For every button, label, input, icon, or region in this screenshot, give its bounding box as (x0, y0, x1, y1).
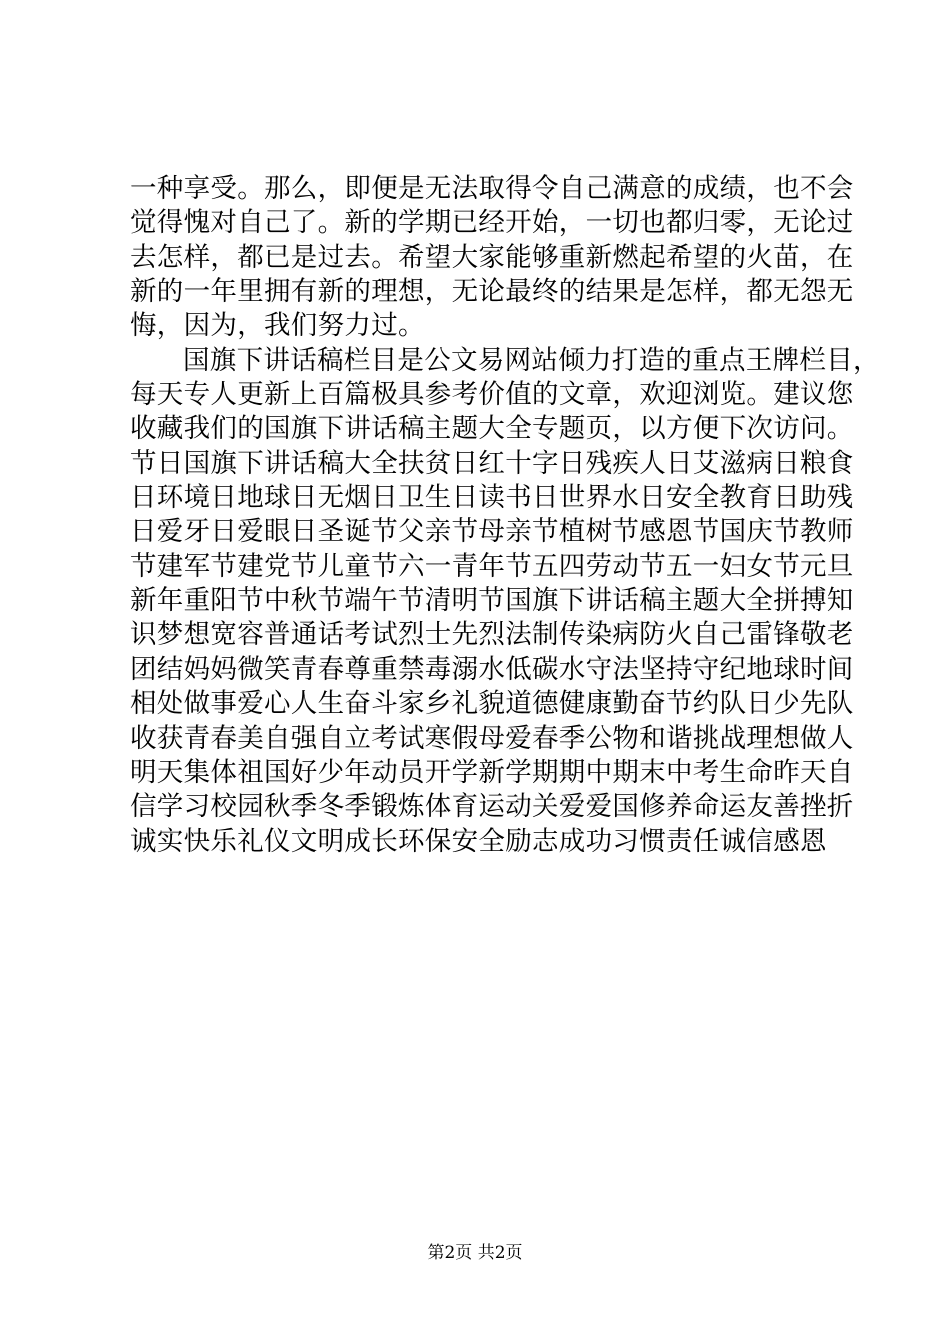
text-line: 识梦想宽容普通话考试烈士先烈法制传染病防火自己雷锋敬老 (130, 619, 854, 651)
text-line: 日爱牙日爱眼日圣诞节父亲节母亲节植树节感恩节国庆节教师 (130, 516, 854, 548)
text-line: 每天专人更新上百篇极具参考价值的文章，欢迎浏览。建议您 (130, 379, 854, 411)
text-line: 相处做事爱心人生奋斗家乡礼貌道德健康勤奋节约队日少先队 (130, 688, 854, 720)
text-line: 一种享受。那么，即便是无法取得令自己满意的成绩，也不会 (130, 173, 854, 204)
page-number-footer: 第2页 共2页 (427, 1243, 523, 1263)
text-line: 日环境日地球日无烟日卫生日读书日世界水日安全教育日助残 (130, 482, 854, 514)
text-line: 收藏我们的国旗下讲话稿主题大全专题页，以方便下次访问。 (130, 413, 854, 445)
text-line: 节建军节建党节儿童节六一青年节五四劳动节五一妇女节元旦 (130, 550, 854, 582)
text-line: 悔，因为，我们努力过。 (130, 310, 425, 342)
text-line: 节日国旗下讲话稿大全扶贫日红十字日残疾人日艾滋病日粮食 (130, 447, 854, 479)
text-line: 信学习校园秋季冬季锻炼体育运动关爱爱国修养命运友善挫折 (130, 791, 854, 823)
text-line: 诚实快乐礼仪文明成长环保安全励志成功习惯责任诚信感恩 (130, 825, 827, 857)
paragraph-closing-remarks (130, 172, 854, 344)
paragraph-column-promo (130, 344, 880, 859)
text-line: 明天集体祖国好少年动员开学新学期期中期末中考生命昨天自 (130, 756, 854, 788)
text-line: 觉得愧对自己了。新的学期已经开始，一切也都归零，无论过 (130, 207, 854, 239)
text-line: 新年重阳节中秋节端午节清明节国旗下讲话稿主题大全拼搏知 (130, 585, 854, 617)
document-body (130, 172, 880, 859)
text-line: 新的一年里拥有新的理想，无论最终的结果是怎样，都无怨无 (130, 276, 854, 308)
text-line: 收获青春美自强自立考试寒假母爱春季公物和谐挑战理想做人 (130, 722, 854, 754)
text-line: 国旗下讲话稿栏目是公文易网站倾力打造的重点王牌栏目， (183, 344, 880, 376)
text-line: 去怎样，都已是过去。希望大家能够重新燃起希望的火苗，在 (130, 241, 854, 273)
text-line: 团结妈妈微笑青春尊重禁毒溺水低碳水守法坚持守纪地球时间 (130, 653, 854, 685)
